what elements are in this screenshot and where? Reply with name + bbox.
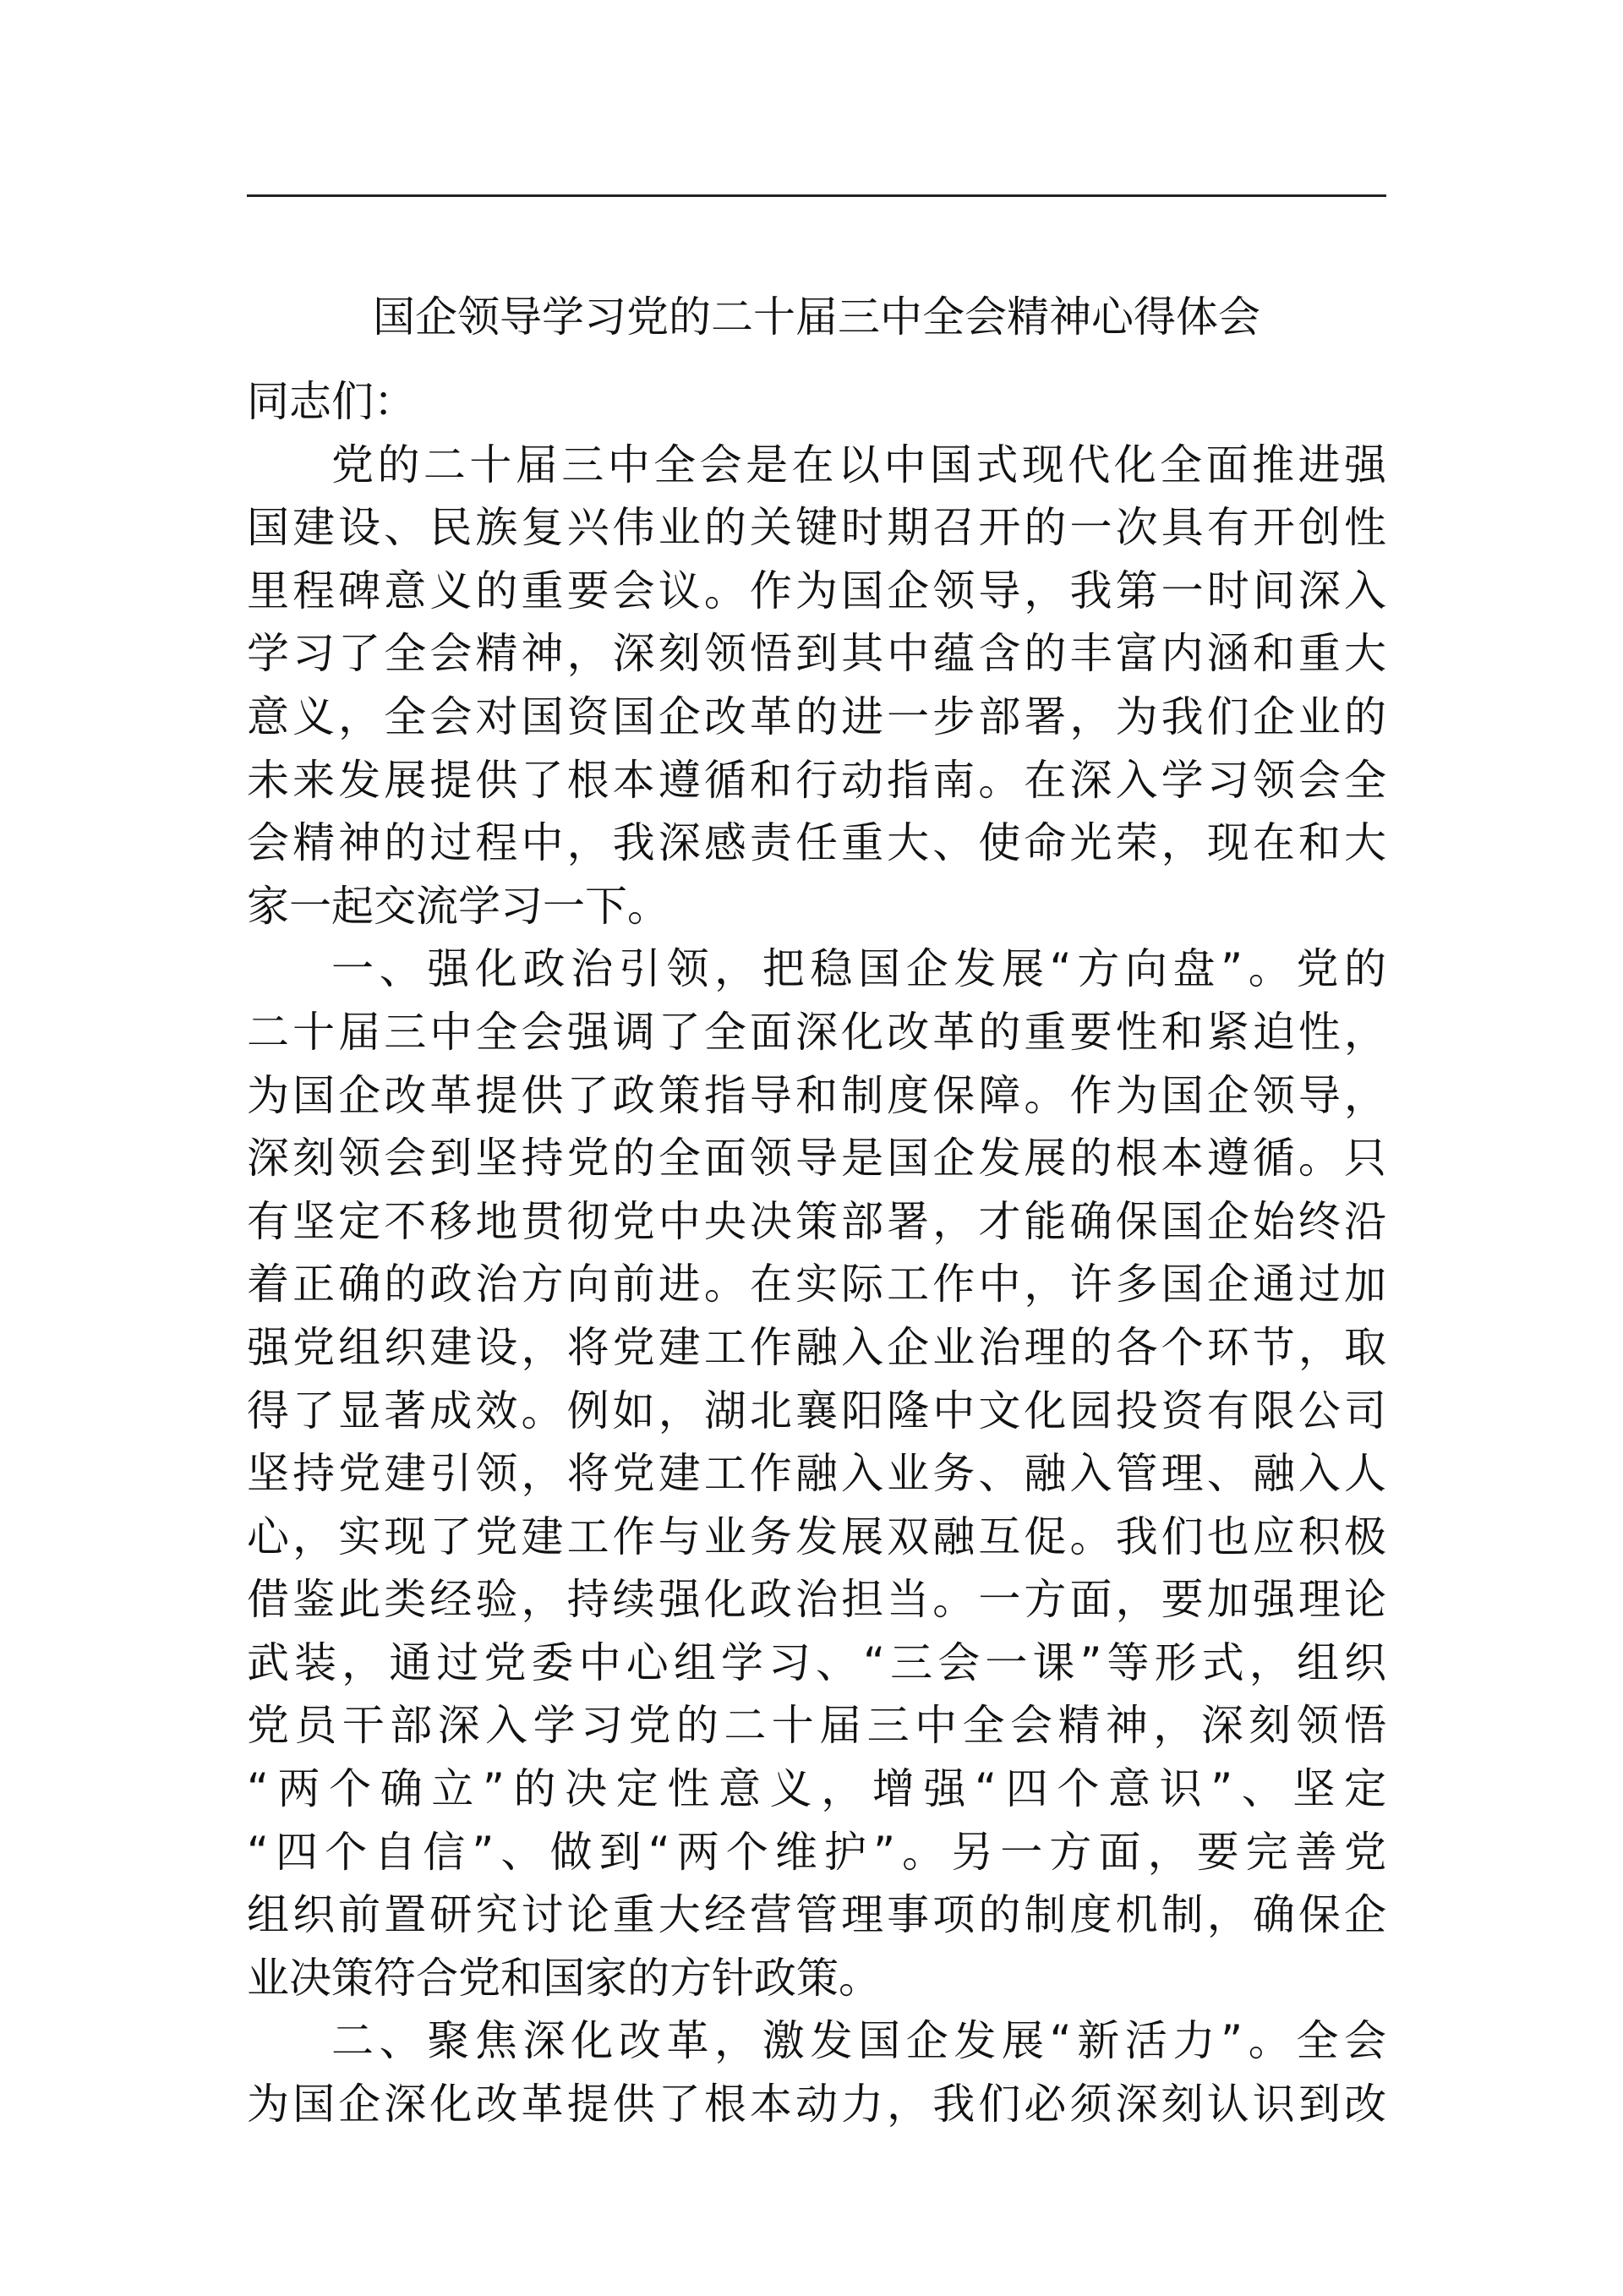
- text-line: 武装，通过党委中心组学习、“三会一课”等形式，组织: [247, 1637, 1386, 1687]
- text-line: 学习了全会精神，深刻领悟到其中蕴含的丰富内涵和重大: [247, 629, 1386, 679]
- text-line: 强党组织建设，将党建工作融入企业治理的各个环节，取: [247, 1322, 1386, 1372]
- document-title: 国企领导学习党的二十届三中全会精神心得体会: [373, 292, 1260, 342]
- text-line: 着正确的政治方向前进。在实际工作中，许多国企通过加: [247, 1260, 1386, 1309]
- text-line: 同志们：: [247, 377, 416, 426]
- text-line: 业决策符合党和国家的方针政策。: [247, 1953, 881, 2003]
- text-line: 心，实现了党建工作与业务发展双融互促。我们也应积极: [247, 1512, 1386, 1561]
- document-body: [247, 370, 1386, 2136]
- text-line: 为国企改革提供了政策指导和制度保障。作为国企领导，: [247, 1070, 1386, 1120]
- text-line: “四个自信”、做到“两个维护”。另一方面，要完善党: [247, 1827, 1386, 1877]
- text-line: 二、聚焦深化改革，激发国企发展“新活力”。全会: [331, 2016, 1386, 2066]
- text-line: 党员干部深入学习党的二十届三中全会精神，深刻领悟: [247, 1701, 1386, 1751]
- text-line: 意义，全会对国资国企改革的进一步部署，为我们企业的: [247, 692, 1386, 741]
- text-line: 里程碑意义的重要会议。作为国企领导，我第一时间深入: [247, 566, 1386, 615]
- text-line: 坚持党建引领，将党建工作融入业务、融入管理、融入人: [247, 1449, 1386, 1499]
- header-rule: [247, 194, 1386, 197]
- text-line: 借鉴此类经验，持续强化政治担当。一方面，要加强理论: [247, 1575, 1386, 1625]
- text-line: 深刻领会到坚持党的全面领导是国企发展的根本遵循。只: [247, 1134, 1386, 1184]
- text-line: 党的二十届三中全会是在以中国式现代化全面推进强: [331, 440, 1386, 489]
- text-line: “两个确立”的决定性意义，增强“四个意识”、坚定: [247, 1764, 1386, 1814]
- text-line: 一、强化政治引领，把稳国企发展“方向盘”。党的: [331, 944, 1386, 994]
- text-line: 未来发展提供了根本遵循和行动指南。在深入学习领会全: [247, 755, 1386, 805]
- text-line: 二十届三中全会强调了全面深化改革的重要性和紧迫性，: [247, 1007, 1386, 1057]
- text-line: 组织前置研究讨论重大经营管理事项的制度机制，确保企: [247, 1890, 1386, 1940]
- text-line: 有坚定不移地贯彻党中央决策部署，才能确保国企始终沿: [247, 1196, 1386, 1246]
- text-line: 得了显著成效。例如，湖北襄阳隆中文化园投资有限公司: [247, 1386, 1386, 1435]
- text-line: 国建设、民族复兴伟业的关键时期召开的一次具有开创性: [247, 503, 1386, 553]
- text-line: 为国企深化改革提供了根本动力，我们必须深刻认识到改: [247, 2080, 1386, 2129]
- text-line: 家一起交流学习一下。: [247, 881, 669, 931]
- text-line: 会精神的过程中，我深感责任重大、使命光荣，现在和大: [247, 818, 1386, 868]
